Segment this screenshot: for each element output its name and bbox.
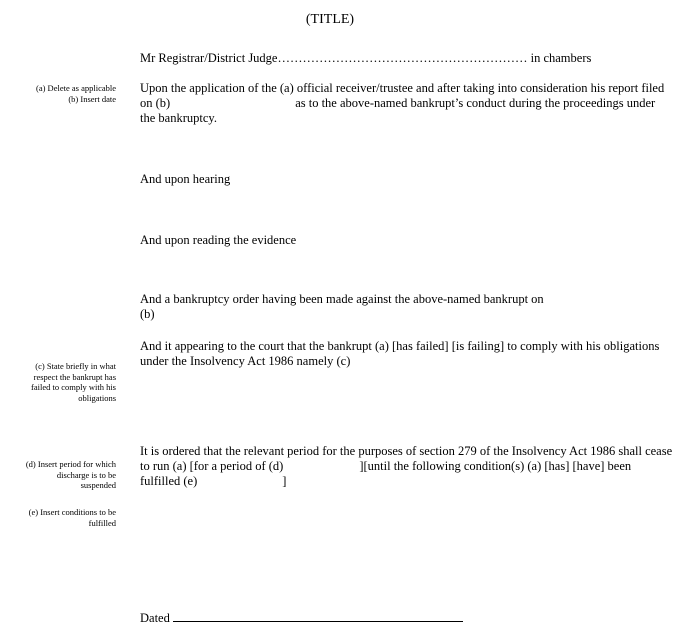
- upon-reading: And upon reading the evidence: [140, 233, 297, 247]
- upon-application-line-1: Upon the application of the (a) official receiver/trustee and after taking into consideration his report filed: [140, 81, 665, 95]
- side-note-c: (c) State briefly in what respect the bankrupt has failed to comply with his obligations: [31, 361, 116, 403]
- dated-label: Dated: [140, 611, 170, 625]
- bankruptcy-order-paragraph: [140, 292, 690, 322]
- dated-line: [140, 611, 463, 626]
- registrar-dots: ……………………………………………………: [277, 51, 528, 65]
- upon-application-line-2: on (b) as to the above-named bankrupt’s conduct during the proceedings under: [140, 96, 656, 110]
- upon-application-line-3: the bankruptcy.: [140, 111, 217, 125]
- note-delete-as-applicable: (a) Delete as applicable: [36, 83, 116, 93]
- document-title: (TITLE): [305, 12, 355, 27]
- ordered-line-3: fulfilled (e) ]: [140, 474, 287, 488]
- dated-signature-line: [173, 621, 463, 622]
- upon-application-paragraph: [140, 81, 690, 126]
- appearing-line-2: under the Insolvency Act 1986 namely (c): [140, 354, 351, 368]
- appearing-paragraph: [140, 339, 690, 369]
- side-note-d: (d) Insert period for which discharge is to be suspended: [25, 459, 116, 490]
- bankruptcy-order-line-2: (b): [140, 307, 155, 321]
- ordered-line-1: It is ordered that the relevant period for the purposes of section 279 of the Insolvency Act 1986 shall cease: [140, 444, 673, 458]
- bankruptcy-order-line-1: And a bankruptcy order having been made against the above-named bankrupt on: [140, 292, 544, 306]
- note-insert-date: (b) Insert date: [68, 93, 116, 104]
- appearing-line-1: And it appearing to the court that the bankrupt (a) [has failed] [is failing] to comply with his obligations: [140, 339, 660, 353]
- upon-hearing: And upon hearing: [140, 172, 231, 186]
- ordered-paragraph: [140, 444, 690, 489]
- ordered-line-2: to run (a) [for a period of (d) ][until the following condition(s) (a) [has] [have] been: [140, 459, 632, 473]
- registrar-line: [140, 51, 591, 66]
- registrar-suffix: in chambers: [530, 51, 592, 65]
- side-note-e: (e) Insert conditions to be fulfilled: [28, 507, 116, 528]
- registrar-prefix: Mr Registrar/District Judge: [140, 51, 278, 65]
- side-note-a-b: [4, 83, 116, 104]
